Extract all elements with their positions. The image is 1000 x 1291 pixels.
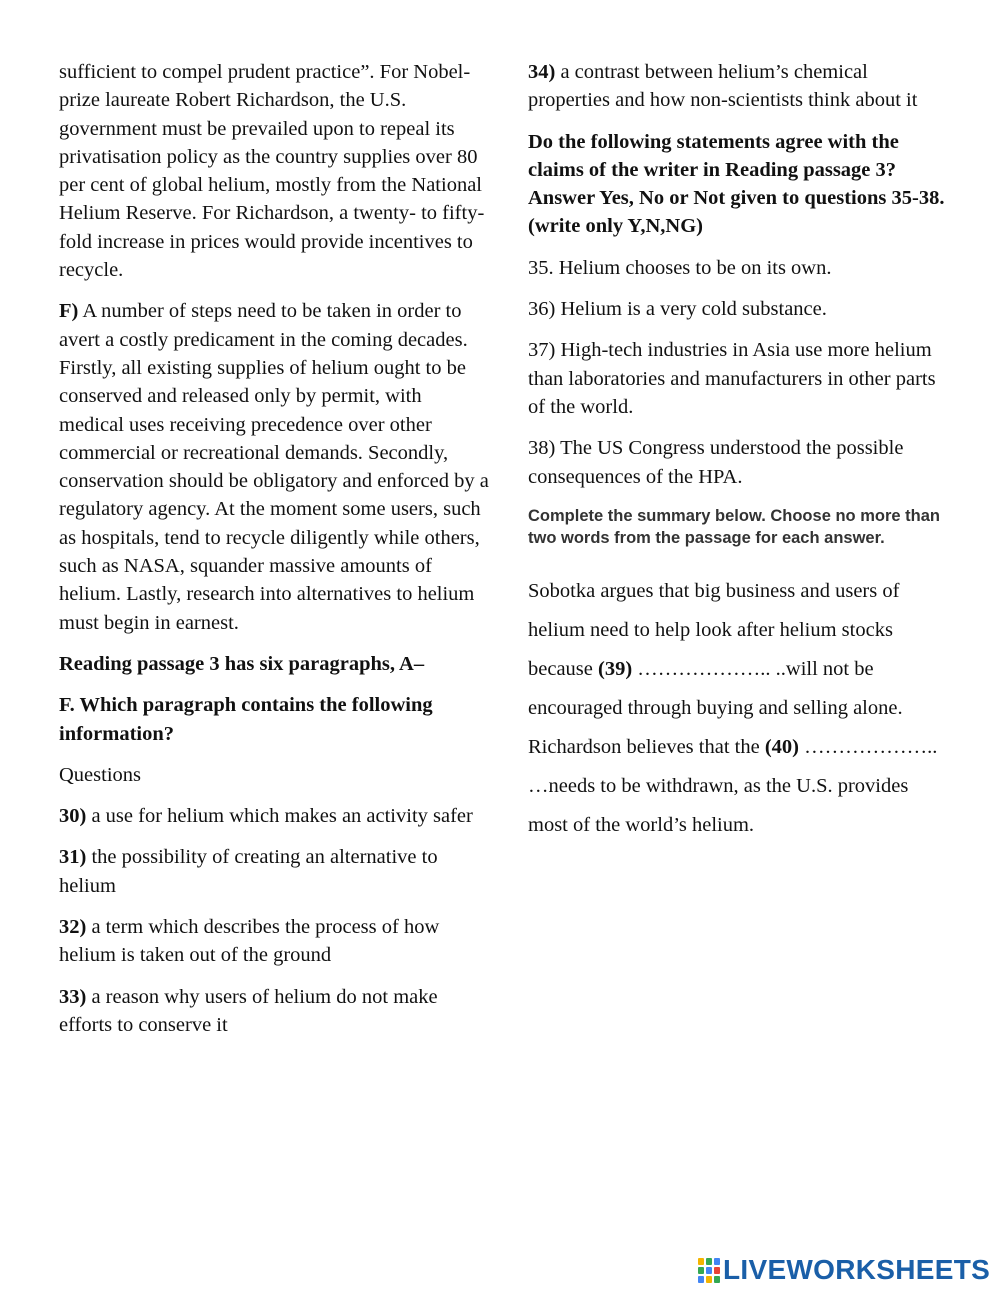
question-30 (59, 802, 489, 830)
matching-instruction-line2: F. Which paragraph contains the following information? (59, 694, 433, 745)
liveworksheets-logo-icon (697, 1256, 721, 1284)
gap-39-label: (39) (598, 657, 633, 680)
summary-paragraph (528, 572, 946, 845)
questions-label: Questions (59, 763, 141, 786)
statement-37: 37) High-tech industries in Asia use more helium than laboratories and manufacturers in other parts of the world. (528, 339, 936, 418)
question-text: a reason why users of helium do not make efforts to conserve it (59, 985, 438, 1036)
statement-36: 36) Helium is a very cold substance. (528, 298, 827, 321)
question-33 (59, 983, 489, 1040)
question-number: 34) (528, 61, 556, 83)
summary-part1: Sobotka argues that big business and users of helium need to help look after helium stocks because (528, 579, 900, 680)
question-number: 30) (59, 805, 87, 828)
right-column (528, 58, 946, 845)
question-32 (59, 913, 489, 970)
question-34 (528, 58, 946, 115)
statement-38: 38) The US Congress understood the possible consequences of the HPA. (528, 437, 904, 488)
question-number: 32) (59, 916, 87, 939)
ynng-instruction: Do the following statements agree with the claims of the writer in Reading passage 3? Answer Yes, No or Not given to questions 35-38. (write only Y,N,NG) (528, 130, 945, 238)
question-text: a term which describes the process of how helium is taken out of the ground (59, 916, 440, 967)
question-text: a use for helium which makes an activity safer (86, 805, 473, 828)
summary-part3: ……………….. …needs to be withdrawn, as the U.S. provides most of the world’s helium. (528, 735, 938, 836)
paragraph-f (59, 297, 489, 637)
statement-35: 35. Helium chooses to be on its own. (528, 256, 832, 279)
paragraph-e-ending: sufficient to compel prudent practice”. For Nobel-prize laureate Robert Richardson, the U.S. government must be prevailed upon to repeal its privatisation policy as the country supplies over 80 per cent of global helium, mostly from the National Helium Reserve. For Richardson, a twenty- to fifty-fold increase in prices would provide incentives to recycle. (59, 61, 485, 282)
gap-40-label: (40) (764, 735, 799, 758)
question-number: 31) (59, 846, 87, 869)
paragraph-f-label: F) (59, 300, 79, 323)
question-text: the possibility of creating an alternative to helium (59, 846, 438, 897)
summary-part2: ……………….. ..will not be encouraged through buying and selling alone. Richardson believes that the (528, 657, 903, 758)
question-text: a contrast between helium’s chemical properties and how non-scientists think about it (528, 61, 918, 112)
matching-instruction-line1: Reading passage 3 has six paragraphs, A– (59, 652, 425, 675)
liveworksheets-logo (697, 1253, 990, 1287)
logo-text: LIVEWORKSHEETS (723, 1254, 991, 1285)
question-number: 33) (59, 985, 87, 1008)
paragraph-f-text: A number of steps need to be taken in order to avert a costly predicament in the coming decades. Firstly, all existing supplies of helium ought to be conserved and released only by permit, with medical uses receiving precedence over other commercial or recreational demands. Secondly, conservation should be obligatory and enforced by a regulatory agency. At the moment some users, such as hospitals, tend to recycle diligently while others, such as NASA, squander massive amounts of helium. Lastly, research into alternatives to helium must begin in earnest. (59, 300, 489, 634)
left-column (59, 58, 489, 1052)
question-31 (59, 843, 489, 900)
summary-instruction: Complete the summary below. Choose no more than two words from the passage for each answer. (528, 506, 940, 548)
